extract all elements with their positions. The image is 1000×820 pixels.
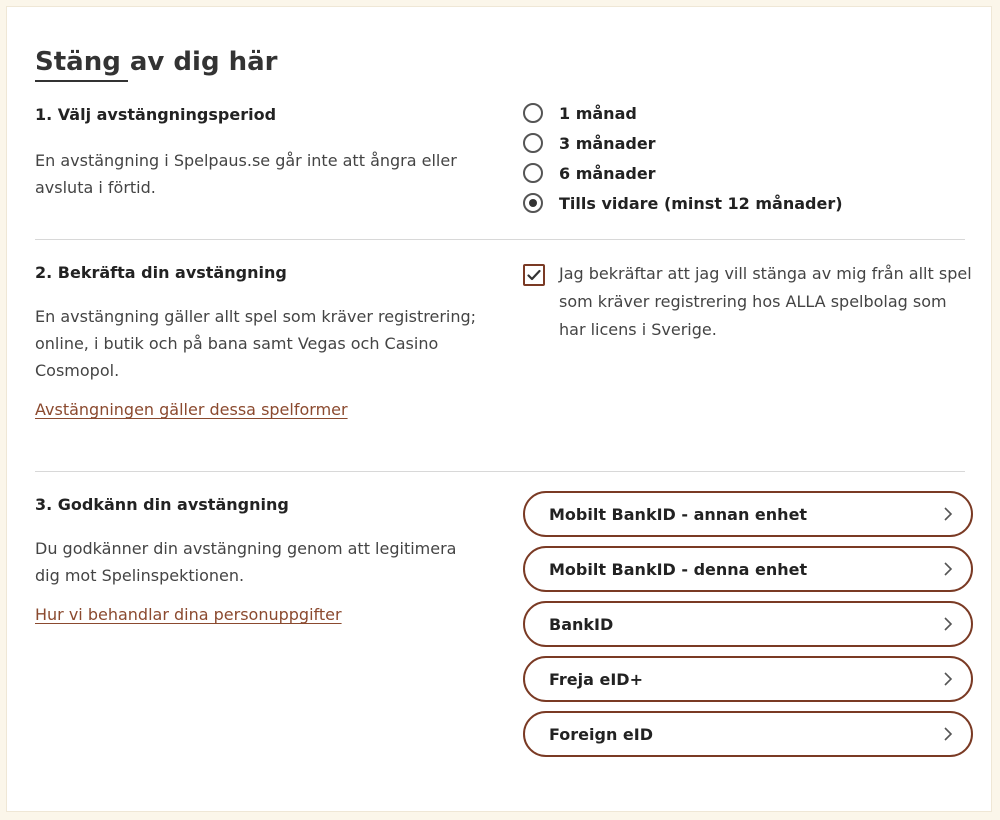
radio-button[interactable] — [523, 163, 543, 183]
radio-label: Tills vidare (minst 12 månader) — [559, 193, 843, 213]
checkmark-icon — [527, 269, 541, 281]
bankid-button[interactable] — [523, 601, 973, 647]
approve-text: Du godkänner din avstängning genom att legitimera dig mot Spelinspektionen. — [35, 539, 457, 585]
auth-buttons — [523, 491, 973, 766]
confirm-checkbox[interactable] — [523, 264, 545, 286]
mobile-bankid-this-device-button[interactable] — [523, 546, 973, 592]
confirm-checkbox-row[interactable] — [523, 263, 973, 344]
confirm-label: Jag bekräftar att jag vill stänga av mig från allt spel som kräver registrering hos ALLA spelbolag som har licens i Sverige. — [559, 264, 972, 339]
freja-eid-button[interactable] — [523, 656, 973, 702]
radio-option-1-month[interactable] — [523, 98, 973, 128]
chevron-right-icon — [943, 616, 953, 632]
period-info — [35, 105, 485, 201]
period-options — [523, 98, 973, 218]
mobile-bankid-other-device-button[interactable] — [523, 491, 973, 537]
radio-option-3-months[interactable] — [523, 128, 973, 158]
personal-data-link[interactable]: Hur vi behandlar dina personuppgifter — [35, 605, 342, 624]
chevron-right-icon — [943, 671, 953, 687]
button-label: Freja eID+ — [549, 669, 643, 689]
radio-button[interactable] — [523, 133, 543, 153]
confirm-heading: 2. Bekräfta din avstängning — [35, 263, 287, 282]
exclusion-card — [6, 6, 992, 812]
radio-button-selected[interactable] — [523, 193, 543, 213]
foreign-eid-button[interactable] — [523, 711, 973, 757]
button-label: Mobilt BankID - denna enhet — [549, 559, 808, 579]
chevron-right-icon — [943, 506, 953, 522]
button-label: BankID — [549, 614, 614, 634]
approve-heading: 3. Godkänn din avstängning — [35, 495, 289, 514]
radio-option-until-further[interactable] — [523, 188, 973, 218]
radio-option-6-months[interactable] — [523, 158, 973, 188]
radio-label: 6 månader — [559, 163, 656, 183]
approve-info — [35, 495, 485, 624]
radio-label: 1 månad — [559, 103, 637, 123]
button-label: Foreign eID — [549, 724, 653, 744]
period-text: En avstängning i Spelpaus.se går inte att ångra eller avsluta i förtid. — [35, 151, 457, 197]
title-underline — [35, 80, 128, 82]
period-heading: 1. Välj avstängningsperiod — [35, 105, 277, 124]
section-divider — [35, 239, 965, 240]
button-label: Mobilt BankID - annan enhet — [549, 504, 808, 524]
game-forms-link[interactable]: Avstängningen gäller dessa spelformer — [35, 400, 348, 419]
radio-button[interactable] — [523, 103, 543, 123]
page-title: Stäng av dig här — [35, 47, 278, 77]
confirm-info — [35, 263, 485, 419]
chevron-right-icon — [943, 561, 953, 577]
chevron-right-icon — [943, 726, 953, 742]
section-divider — [35, 471, 965, 472]
confirm-control — [523, 263, 973, 344]
confirm-text: En avstängning gäller allt spel som kräver registrering; online, i butik och på bana samt Vegas och Casino Cosmopol. — [35, 307, 477, 380]
radio-label: 3 månader — [559, 133, 656, 153]
